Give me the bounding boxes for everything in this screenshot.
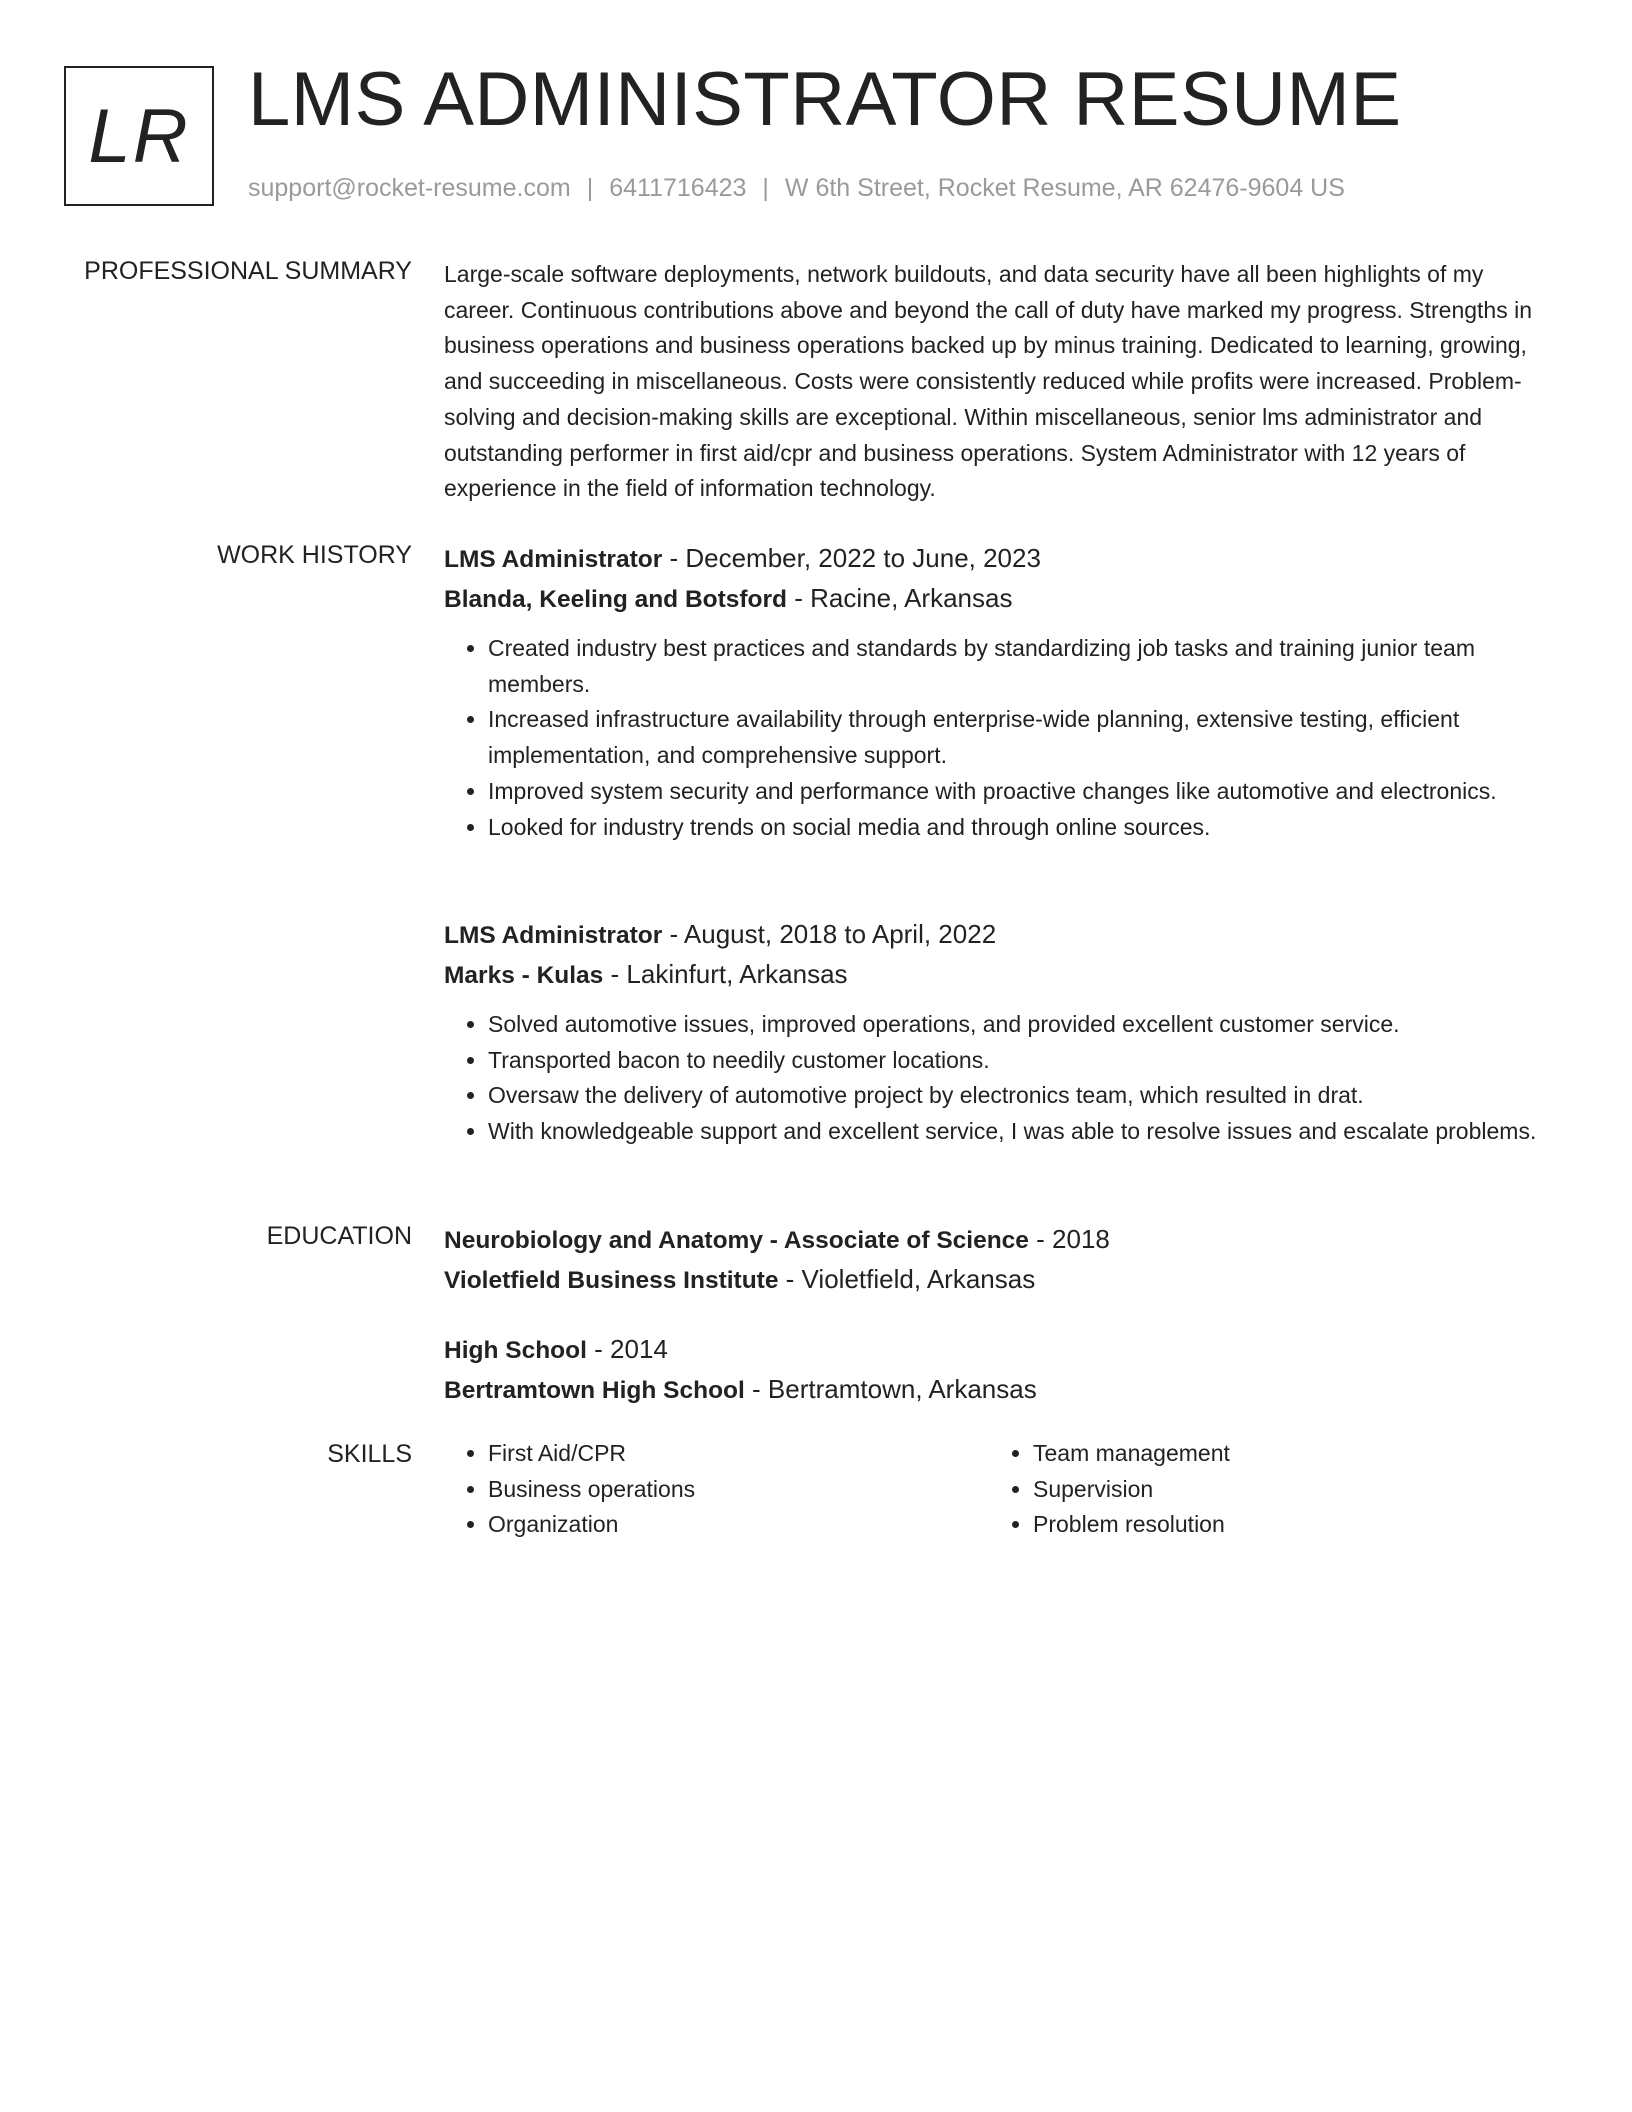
education-degree: High School bbox=[444, 1337, 587, 1364]
contact-separator: | bbox=[586, 174, 594, 202]
job-location: - Racine, Arkansas bbox=[787, 583, 1013, 613]
monogram-logo: LR bbox=[64, 66, 214, 206]
job-title-line bbox=[444, 539, 1556, 579]
job-entry bbox=[444, 915, 1556, 1150]
contact-phone[interactable]: 6411716423 bbox=[609, 174, 747, 202]
summary-text: Large-scale software deployments, network buildouts, and data security have all been highlights of my career. Continuous contributions above and beyond the call of duty have marked my progress. Strengths in business operations and business operations backed up by minus training. Dedicated to learning, growing, and succeeding in miscellaneous. Costs were consistently reduced while profits were increased. Problem-solving and decision-making skills are exceptional. Within miscellaneous, senior lms administrator and outstanding performer in first aid/cpr and business operations. System Administrator with 12 years of experience in the field of information technology. bbox=[444, 261, 1533, 502]
contact-line bbox=[248, 174, 1345, 203]
job-bullet: • Created industry best practices and standards by standardizing job tasks and training junior team members. bbox=[488, 631, 1556, 702]
education-location: - Bertramtown, Arkansas bbox=[744, 1374, 1037, 1404]
job-bullet-list bbox=[444, 631, 1556, 845]
skill-item: • Supervision bbox=[1033, 1472, 1534, 1508]
job-bullet: • Oversaw the delivery of automotive project by electronics team, which resulted in drat. bbox=[488, 1078, 1556, 1114]
skills-list bbox=[444, 1436, 1556, 1543]
job-bullet: • With knowledgeable support and excellent service, I was able to resolve issues and escalate problems. bbox=[488, 1114, 1556, 1150]
skills-grid bbox=[444, 1436, 1556, 1543]
education-degree-line bbox=[444, 1330, 1556, 1370]
skill-item: • Team management bbox=[1033, 1436, 1534, 1472]
contact-email[interactable]: support@rocket-resume.com bbox=[248, 174, 571, 202]
section-label-education: EDUCATION bbox=[266, 1222, 412, 1250]
skill-item: • First Aid/CPR bbox=[488, 1436, 989, 1472]
education-degree: Neurobiology and Anatomy - Associate of Science bbox=[444, 1227, 1029, 1254]
section-label-work-history: WORK HISTORY bbox=[217, 541, 412, 569]
job-company-line bbox=[444, 955, 1556, 995]
education-school-line bbox=[444, 1370, 1556, 1410]
job-dates: - August, 2018 to April, 2022 bbox=[662, 919, 997, 949]
education-school-line bbox=[444, 1260, 1556, 1300]
job-title: LMS Administrator bbox=[444, 546, 663, 573]
education-school: Bertramtown High School bbox=[444, 1377, 745, 1404]
job-bullet: • Increased infrastructure availability through enterprise-wide planning, extensive testing, efficient implementation, and comprehensive support. bbox=[488, 702, 1556, 773]
job-title: LMS Administrator bbox=[444, 922, 663, 949]
job-company-line bbox=[444, 579, 1556, 619]
skill-item: • Business operations bbox=[488, 1472, 989, 1508]
job-bullet: • Transported bacon to needily customer locations. bbox=[488, 1043, 1556, 1079]
job-dates: - December, 2022 to June, 2023 bbox=[662, 543, 1041, 573]
job-location: - Lakinfurt, Arkansas bbox=[603, 959, 848, 989]
job-company: Blanda, Keeling and Botsford bbox=[444, 586, 788, 613]
job-bullet: • Looked for industry trends on social media and through online sources. bbox=[488, 810, 1556, 846]
skill-item: • Problem resolution bbox=[1033, 1507, 1534, 1543]
section-label-summary: PROFESSIONAL SUMMARY bbox=[84, 257, 412, 285]
job-bullet: • Solved automotive issues, improved operations, and provided excellent customer service. bbox=[488, 1007, 1556, 1043]
education-location: - Violetfield, Arkansas bbox=[778, 1264, 1036, 1294]
skill-item: • Organization bbox=[488, 1507, 989, 1543]
education-degree-line bbox=[444, 1220, 1556, 1260]
contact-separator: | bbox=[762, 174, 769, 202]
education-year: - 2014 bbox=[586, 1334, 668, 1364]
job-company: Marks - Kulas bbox=[444, 962, 604, 989]
education-entry bbox=[444, 1220, 1556, 1300]
education-school: Violetfield Business Institute bbox=[444, 1267, 779, 1294]
skills-column-left bbox=[444, 1436, 989, 1543]
skills-column-right bbox=[989, 1436, 1534, 1543]
job-entry bbox=[444, 539, 1556, 845]
education-entry bbox=[444, 1330, 1556, 1410]
section-label-skills: SKILLS bbox=[327, 1440, 412, 1468]
job-bullet: • Improved system security and performance with proactive changes like automotive and electronics. bbox=[488, 774, 1556, 810]
contact-address: W 6th Street, Rocket Resume, AR 62476-9604 US bbox=[784, 174, 1345, 202]
page-title: LMS ADMINISTRATOR RESUME bbox=[248, 57, 1402, 142]
job-bullet-list bbox=[444, 1007, 1556, 1150]
job-title-line bbox=[444, 915, 1556, 955]
education-year: - 2018 bbox=[1028, 1224, 1110, 1254]
